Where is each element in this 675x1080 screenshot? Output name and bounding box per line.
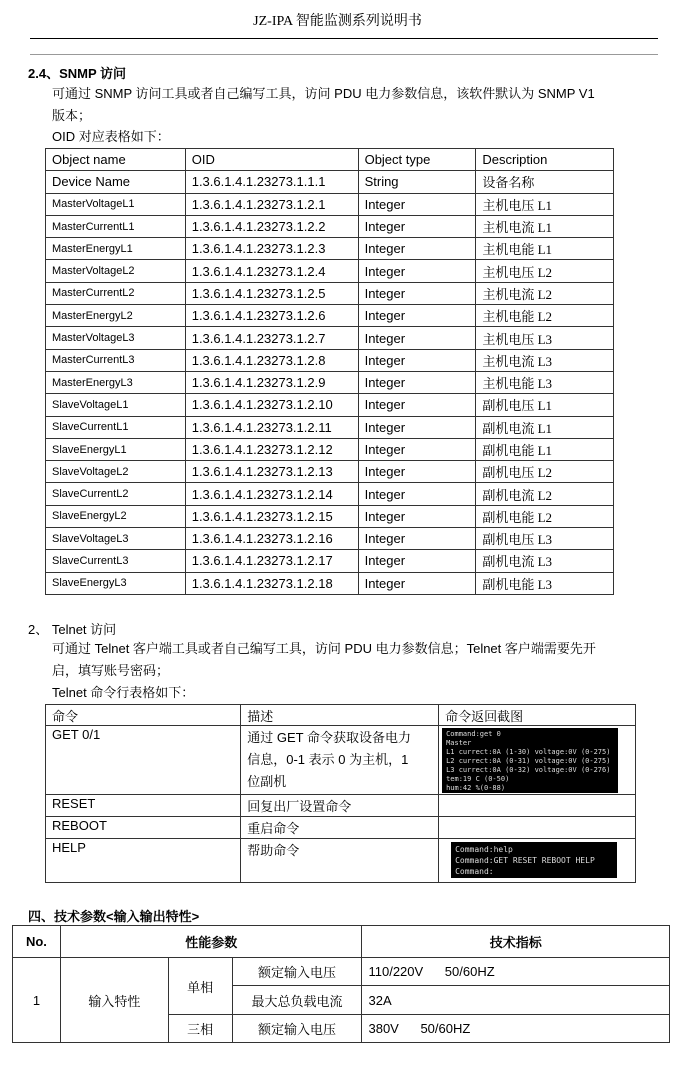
get-command-terminal-screenshot: [442, 728, 618, 793]
snmp-table-row: [46, 327, 614, 349]
snmp-object-type: Integer: [358, 327, 476, 349]
snmp-description: 主机电压 L1: [476, 193, 614, 215]
snmp-object-type: Integer: [358, 550, 476, 572]
snmp-object-type: Integer: [358, 371, 476, 393]
telnet-desc-reset: 回复出厂设置命令: [241, 795, 439, 817]
telnet-table-caption: Telnet 命令行表格如下：: [52, 685, 195, 700]
telnet-desc-get-line-3: 位副机: [247, 774, 287, 789]
snmp-oid: 1.3.6.1.4.1.23273.1.2.8: [185, 349, 358, 371]
snmp-object-type: Integer: [358, 215, 476, 237]
telnet-desc-help: 帮助命令: [241, 839, 439, 883]
terminal-line: Command:get 0: [446, 730, 501, 738]
telnet-heading: 2、 Telnet 访问: [28, 622, 117, 637]
terminal-line: L1 currect:0A (1-30) voltage:0V (0-275): [446, 748, 611, 756]
snmp-object-type: Integer: [358, 572, 476, 594]
snmp-oid: 1.3.6.1.4.1.23273.1.2.13: [185, 461, 358, 483]
terminal-line: L2 currect:0A (0-31) voltage:0V (0-275): [446, 757, 611, 765]
telnet-col-shot: 命令返回截图: [439, 705, 636, 726]
snmp-oid: 1.3.6.1.4.1.23273.1.2.3: [185, 238, 358, 260]
params-item-value: 380V 50/60HZ: [362, 1015, 670, 1043]
snmp-object-name: MasterEnergyL2: [46, 305, 186, 327]
snmp-description: 副机电流 L1: [476, 416, 614, 438]
snmp-description: 主机电能 L3: [476, 371, 614, 393]
snmp-object-type: Integer: [358, 505, 476, 527]
document-header: JZ-IPA 智能监测系列说明书: [253, 14, 422, 29]
snmp-object-name: MasterCurrentL1: [46, 215, 186, 237]
snmp-table-row: [46, 416, 614, 438]
terminal-line: Master: [446, 739, 472, 747]
snmp-description: 副机电流 L2: [476, 483, 614, 505]
snmp-oid: 1.3.6.1.4.1.23273.1.2.16: [185, 528, 358, 550]
telnet-cmd-get: GET 0/1: [46, 726, 241, 795]
snmp-object-type: Integer: [358, 305, 476, 327]
snmp-object-name: SlaveEnergyL1: [46, 438, 186, 460]
terminal-line: Command:help: [455, 845, 513, 854]
snmp-object-name: SlaveVoltageL3: [46, 528, 186, 550]
telnet-col-desc: 描述: [241, 705, 439, 726]
snmp-column-header: Description: [476, 149, 614, 171]
snmp-table-caption: OID 对应表格如下：: [52, 129, 170, 144]
snmp-table-row: [46, 282, 614, 304]
snmp-object-type: Integer: [358, 438, 476, 460]
snmp-table-row: [46, 438, 614, 460]
snmp-column-header: Object type: [358, 149, 476, 171]
snmp-table-row: [46, 505, 614, 527]
snmp-oid: 1.3.6.1.4.1.23273.1.2.7: [185, 327, 358, 349]
snmp-intro-line-1: 可通过 SNMP 访问工具或者自己编写工具，访问 PDU 电力参数信息，该软件默认为 SNMP V1: [52, 86, 595, 101]
telnet-command-table: [45, 704, 636, 883]
snmp-intro-line-2: 版本；: [52, 108, 92, 123]
snmp-object-type: Integer: [358, 394, 476, 416]
snmp-object-name: MasterVoltageL3: [46, 327, 186, 349]
snmp-description: 副机电能 L1: [476, 438, 614, 460]
snmp-object-type: Integer: [358, 349, 476, 371]
snmp-object-type: Integer: [358, 282, 476, 304]
snmp-table-row: [46, 371, 614, 393]
snmp-oid-table: [45, 148, 614, 595]
snmp-table-row: [46, 215, 614, 237]
snmp-object-name: SlaveEnergyL3: [46, 572, 186, 594]
snmp-description: 主机电流 L2: [476, 282, 614, 304]
snmp-object-name: Device Name: [46, 171, 186, 193]
telnet-cmd-reset: RESET: [46, 795, 241, 817]
snmp-table-row: [46, 461, 614, 483]
params-col-perf: 性能参数: [60, 926, 362, 958]
params-item-name: 最大总负载电流: [232, 986, 362, 1015]
telnet-cmd-reboot: REBOOT: [46, 817, 241, 839]
telnet-shot-reboot-cell: [439, 817, 636, 839]
snmp-object-type: Integer: [358, 528, 476, 550]
snmp-oid: 1.3.6.1.4.1.23273.1.2.18: [185, 572, 358, 594]
params-item-name: 额定输入电压: [232, 958, 362, 986]
snmp-description: 主机电流 L3: [476, 349, 614, 371]
params-three-phase: 三相: [168, 1015, 232, 1043]
terminal-line: L3 currect:0A (0-32) voltage:0V (0-276): [446, 766, 611, 774]
snmp-description: 副机电压 L3: [476, 528, 614, 550]
snmp-table-row: [46, 572, 614, 594]
params-item-name: 额定输入电压: [232, 1015, 362, 1043]
telnet-intro-line-2: 启，填写账号密码；: [52, 663, 170, 678]
params-item-value: 110/220V 50/60HZ: [362, 958, 670, 986]
snmp-description: 主机电能 L2: [476, 305, 614, 327]
snmp-description: 副机电能 L2: [476, 505, 614, 527]
snmp-heading: 2.4、SNMP 访问: [28, 66, 127, 81]
header-rule: [30, 38, 658, 39]
telnet-col-cmd: 命令: [46, 705, 241, 726]
snmp-oid: 1.3.6.1.4.1.23273.1.2.14: [185, 483, 358, 505]
snmp-oid: 1.3.6.1.4.1.23273.1.2.10: [185, 394, 358, 416]
snmp-object-type: Integer: [358, 260, 476, 282]
snmp-object-name: SlaveVoltageL1: [46, 394, 186, 416]
snmp-oid: 1.3.6.1.4.1.23273.1.2.6: [185, 305, 358, 327]
params-col-no: No.: [13, 926, 61, 958]
snmp-description: 副机电能 L3: [476, 572, 614, 594]
snmp-object-name: SlaveCurrentL2: [46, 483, 186, 505]
snmp-table-row: [46, 528, 614, 550]
params-row-group: 输入特性: [60, 958, 168, 1043]
snmp-table-row: [46, 238, 614, 260]
telnet-desc-get-line-2: 信息，0-1 表示 0 为主机，1: [247, 752, 409, 767]
tech-params-table: [12, 925, 670, 1043]
snmp-table-row: [46, 260, 614, 282]
snmp-object-name: MasterCurrentL2: [46, 282, 186, 304]
snmp-oid: 1.3.6.1.4.1.23273.1.2.15: [185, 505, 358, 527]
snmp-object-type: Integer: [358, 238, 476, 260]
params-heading: 四、技术参数<输入输出特性>: [28, 909, 200, 924]
snmp-object-name: MasterEnergyL1: [46, 238, 186, 260]
snmp-oid: 1.3.6.1.4.1.23273.1.1.1: [185, 171, 358, 193]
snmp-table-row: [46, 394, 614, 416]
snmp-description: 主机电流 L1: [476, 215, 614, 237]
snmp-oid: 1.3.6.1.4.1.23273.1.2.4: [185, 260, 358, 282]
snmp-object-name: MasterVoltageL2: [46, 260, 186, 282]
snmp-table-row: [46, 550, 614, 572]
snmp-table-row: [46, 305, 614, 327]
snmp-column-header: Object name: [46, 149, 186, 171]
snmp-oid: 1.3.6.1.4.1.23273.1.2.2: [185, 215, 358, 237]
snmp-table-row: [46, 193, 614, 215]
snmp-table-row: [46, 483, 614, 505]
snmp-table-row: [46, 349, 614, 371]
snmp-oid: 1.3.6.1.4.1.23273.1.2.11: [185, 416, 358, 438]
snmp-description: 设备名称: [476, 171, 614, 193]
snmp-oid: 1.3.6.1.4.1.23273.1.2.1: [185, 193, 358, 215]
snmp-description: 主机电压 L3: [476, 327, 614, 349]
telnet-shot-help-cell: [439, 839, 636, 883]
snmp-object-type: String: [358, 171, 476, 193]
header-rule-secondary: [30, 54, 658, 55]
snmp-description: 主机电压 L2: [476, 260, 614, 282]
snmp-object-type: Integer: [358, 416, 476, 438]
telnet-shot-reset-cell: [439, 795, 636, 817]
snmp-oid: 1.3.6.1.4.1.23273.1.2.17: [185, 550, 358, 572]
params-row-no: 1: [13, 958, 61, 1043]
snmp-object-name: MasterEnergyL3: [46, 371, 186, 393]
snmp-object-name: SlaveCurrentL3: [46, 550, 186, 572]
snmp-description: 副机电压 L1: [476, 394, 614, 416]
snmp-oid: 1.3.6.1.4.1.23273.1.2.5: [185, 282, 358, 304]
snmp-object-type: Integer: [358, 483, 476, 505]
snmp-object-name: SlaveCurrentL1: [46, 416, 186, 438]
terminal-line: hum:42 %(0-88): [446, 784, 506, 792]
telnet-cmd-help: HELP: [46, 839, 241, 883]
telnet-shot-get-cell: [439, 726, 636, 795]
snmp-object-name: MasterCurrentL3: [46, 349, 186, 371]
snmp-column-header: OID: [185, 149, 358, 171]
help-command-terminal-screenshot: [451, 842, 617, 878]
snmp-description: 副机电压 L2: [476, 461, 614, 483]
terminal-line: Command:: [455, 867, 494, 876]
telnet-desc-get-line-1: 通过 GET 命令获取设备电力: [247, 730, 411, 745]
snmp-object-name: SlaveEnergyL2: [46, 505, 186, 527]
snmp-table-row: [46, 171, 614, 193]
params-col-spec: 技术指标: [362, 926, 670, 958]
snmp-description: 副机电流 L3: [476, 550, 614, 572]
snmp-object-name: MasterVoltageL1: [46, 193, 186, 215]
snmp-oid: 1.3.6.1.4.1.23273.1.2.9: [185, 371, 358, 393]
snmp-description: 主机电能 L1: [476, 238, 614, 260]
snmp-object-type: Integer: [358, 461, 476, 483]
snmp-oid: 1.3.6.1.4.1.23273.1.2.12: [185, 438, 358, 460]
telnet-desc-reboot: 重启命令: [241, 817, 439, 839]
terminal-line: tem:19 C (0-50): [446, 775, 510, 783]
snmp-object-type: Integer: [358, 193, 476, 215]
telnet-intro-line-1: 可通过 Telnet 客户端工具或者自己编写工具，访问 PDU 电力参数信息；Telnet 客户端需要先开: [52, 641, 596, 656]
params-single-phase: 单相: [168, 958, 232, 1015]
params-item-value: 32A: [362, 986, 670, 1015]
snmp-object-name: SlaveVoltageL2: [46, 461, 186, 483]
snmp-header-row: [46, 149, 614, 171]
terminal-line: Command:GET RESET REBOOT HELP: [455, 856, 595, 865]
telnet-desc-get: [241, 726, 439, 795]
